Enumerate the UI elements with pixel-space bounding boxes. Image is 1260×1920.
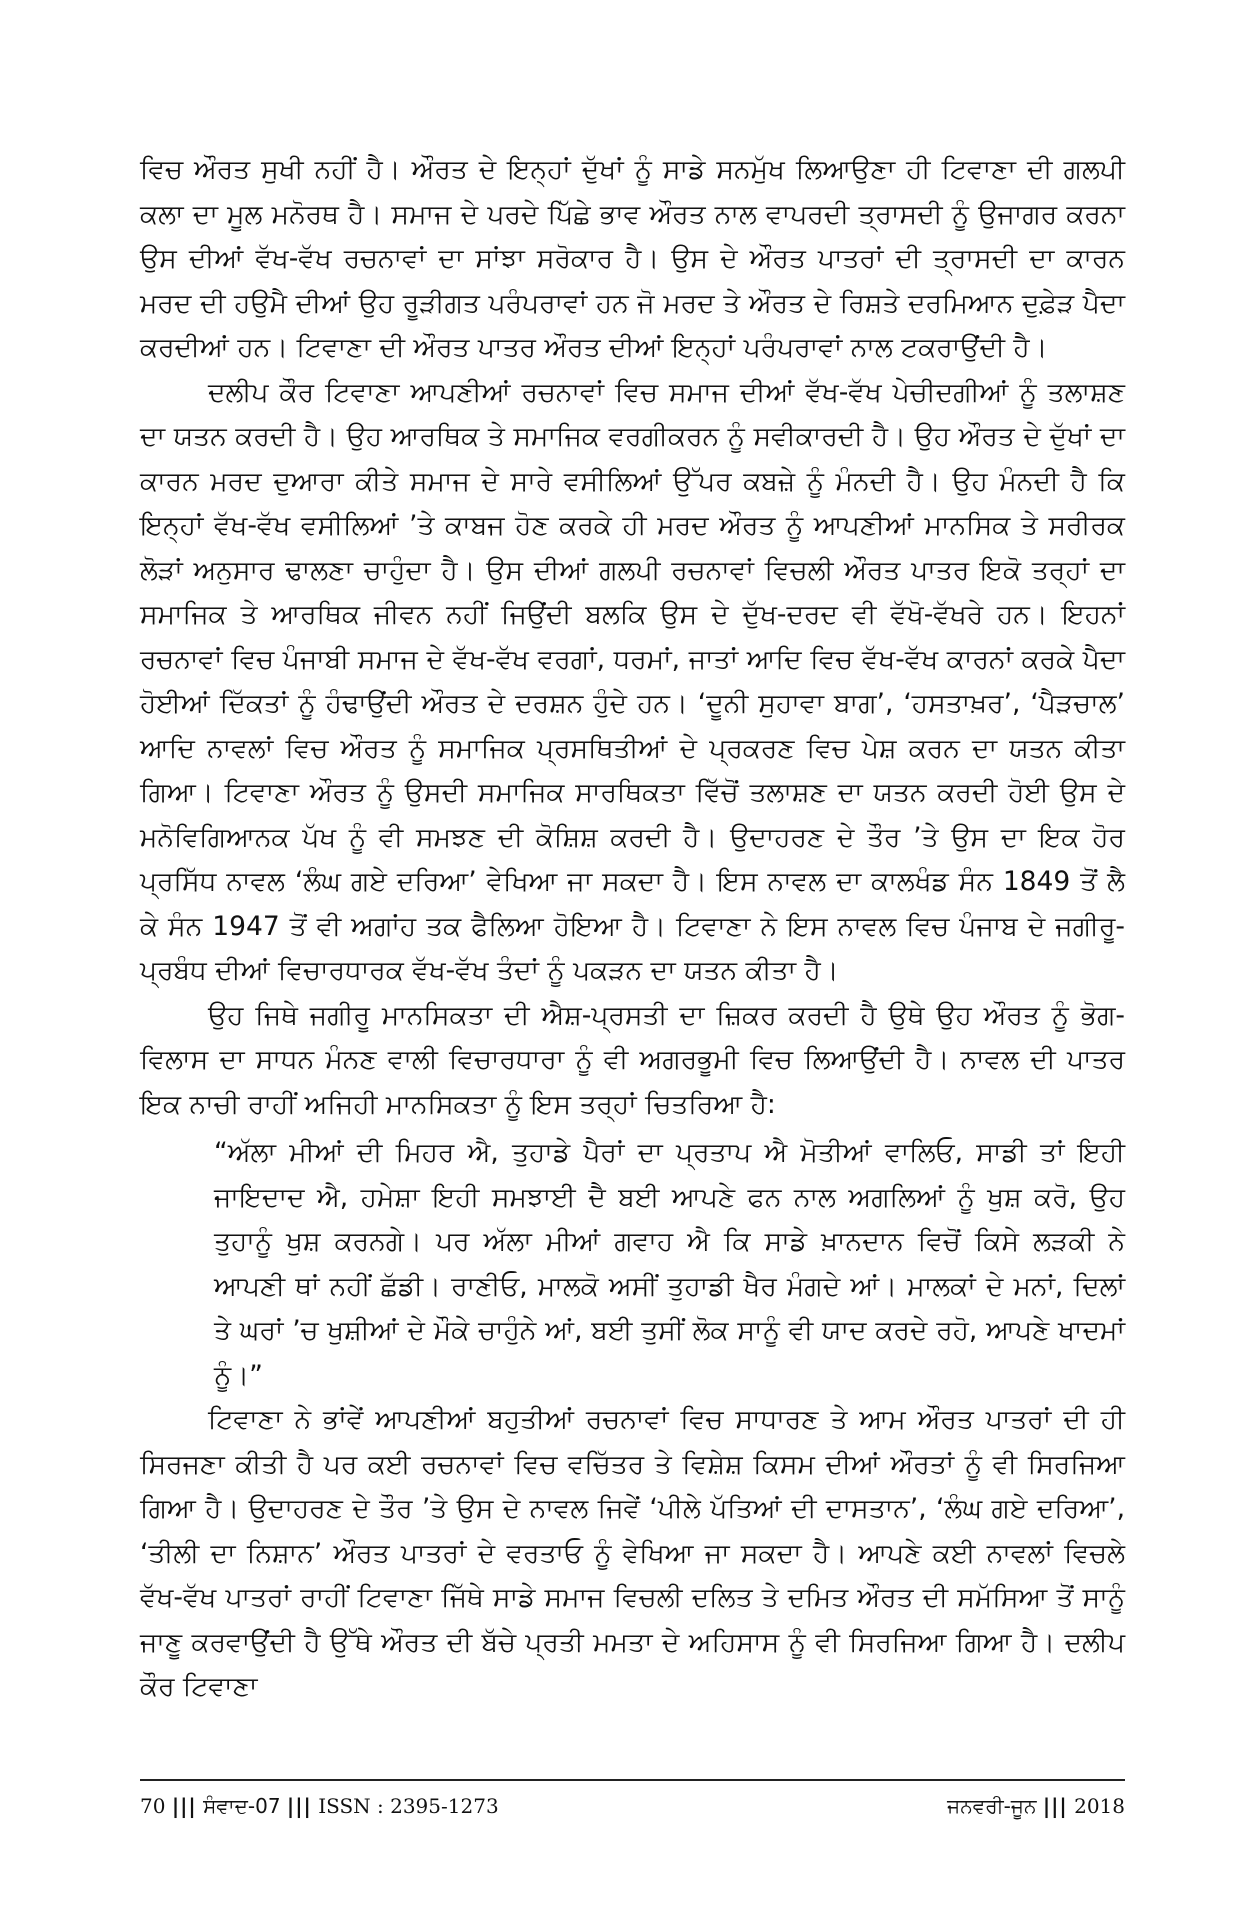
footer-separator: ||| [171,1794,197,1818]
footer-separator: ||| [1042,1794,1068,1818]
footer-left [140,1790,499,1822]
page-footer [140,1790,1125,1822]
footer-separator: ||| [286,1794,312,1818]
article-body [140,148,1125,1710]
page-number: 70 [140,1794,166,1818]
paragraph-2: ਦਲੀਪ ਕੌਰ ਟਿਵਾਣਾ ਆਪਣੀਆਂ ਰਚਨਾਵਾਂ ਵਿਚ ਸਮਾਜ ਦੀਆਂ ਵੱਖ-ਵੱਖ ਪੇਚੀਦਗੀਆਂ ਨੂੰ ਤਲਾਸ਼ਣ ਦਾ ਯਤਨ ਕਰਦੀ ਹੈ। ਉਹ ਆਰਥਿਕ ਤੇ ਸਮਾਜਿਕ ਵਰਗੀਕਰਨ ਨੂੰ ਸਵੀਕਾਰਦੀ ਹੈ। ਉਹ ਔਰਤ ਦੇ ਦੁੱਖਾਂ ਦਾ ਕਾਰਨ ਮਰਦ ਦੁਆਰਾ ਕੀਤੇ ਸਮਾਜ ਦੇ ਸਾਰੇ ਵਸੀਲਿਆਂ ਉੱਪਰ ਕਬਜ਼ੇ ਨੂੰ ਮੰਨਦੀ ਹੈ। ਉਹ ਮੰਨਦੀ ਹੈ ਕਿ ਇਨ੍ਹਾਂ ਵੱਖ-ਵੱਖ ਵਸੀਲਿਆਂ ’ਤੇ ਕਾਬਜ ਹੋਣ ਕਰਕੇ ਹੀ ਮਰਦ ਔਰਤ ਨੂੰ ਆਪਣੀਆਂ ਮਾਨਸਿਕ ਤੇ ਸਰੀਰਕ ਲੋੜਾਂ ਅਨੁਸਾਰ ਢਾਲਣਾ ਚਾਹੁੰਦਾ ਹੈ। ਉਸ ਦੀਆਂ ਗਲਪੀ ਰਚਨਾਵਾਂ ਵਿਚਲੀ ਔਰਤ ਪਾਤਰ ਇਕੋ ਤਰ੍ਹਾਂ ਦਾ ਸਮਾਜਿਕ ਤੇ ਆਰਥਿਕ ਜੀਵਨ ਨਹੀਂ ਜਿਉਂਦੀ ਬਲਕਿ ਉਸ ਦੇ ਦੁੱਖ-ਦਰਦ ਵੀ ਵੱਖੋ-ਵੱਖਰੇ ਹਨ। ਇਹਨਾਂ ਰਚਨਾਵਾਂ ਵਿਚ ਪੰਜਾਬੀ ਸਮਾਜ ਦੇ ਵੱਖ-ਵੱਖ ਵਰਗਾਂ, ਧਰਮਾਂ, ਜਾਤਾਂ ਆਦਿ ਵਿਚ ਵੱਖ-ਵੱਖ ਕਾਰਨਾਂ ਕਰਕੇ ਪੈਦਾ ਹੋਈਆਂ ਦਿੱਕਤਾਂ ਨੂੰ ਹੰਢਾਉਂਦੀ ਔਰਤ ਦੇ ਦਰਸ਼ਨ ਹੁੰਦੇ ਹਨ। ‘ਦੂਨੀ ਸੁਹਾਵਾ ਬਾਗ’, ‘ਹਸਤਾਖ਼ਰ’, ‘ਪੈੜਚਾਲ’ ਆਦਿ ਨਾਵਲਾਂ ਵਿਚ ਔਰਤ ਨੂੰ ਸਮਾਜਿਕ ਪ੍ਰਸਥਿਤੀਆਂ ਦੇ ਪ੍ਰਕਰਣ ਵਿਚ ਪੇਸ਼ ਕਰਨ ਦਾ ਯਤਨ ਕੀਤਾ ਗਿਆ। ਟਿਵਾਣਾ ਔਰਤ ਨੂੰ ਉਸਦੀ ਸਮਾਜਿਕ ਸਾਰਥਿਕਤਾ ਵਿੱਚੋਂ ਤਲਾਸ਼ਣ ਦਾ ਯਤਨ ਕਰਦੀ ਹੋਈ ਉਸ ਦੇ ਮਨੋਵਿਗਿਆਨਕ ਪੱਖ ਨੂੰ ਵੀ ਸਮਝਣ ਦੀ ਕੋਸ਼ਿਸ਼ ਕਰਦੀ ਹੈ। ਉਦਾਹਰਣ ਦੇ ਤੌਰ ’ਤੇ ਉਸ ਦਾ ਇਕ ਹੋਰ ਪ੍ਰਸਿੱਧ ਨਾਵਲ ‘ਲੰਘ ਗਏ ਦਰਿਆ’ ਵੇਖਿਆ ਜਾ ਸਕਦਾ ਹੈ। ਇਸ ਨਾਵਲ ਦਾ ਕਾਲਖੰਡ ਸੰਨ 1849 ਤੋਂ ਲੈ ਕੇ ਸੰਨ 1947 ਤੋਂ ਵੀ ਅਗਾਂਹ ਤਕ ਫੈਲਿਆ ਹੋਇਆ ਹੈ। ਟਿਵਾਣਾ ਨੇ ਇਸ ਨਾਵਲ ਵਿਚ ਪੰਜਾਬ ਦੇ ਜਗੀਰੂ-ਪ੍ਰਬੰਧ ਦੀਆਂ ਵਿਚਾਰਧਾਰਕ ਵੱਖ-ਵੱਖ ਤੰਦਾਂ ਨੂੰ ਪਕੜਨ ਦਾ ਯਤਨ ਕੀਤਾ ਹੈ। [140,376,1125,986]
paragraph-3: ਉਹ ਜਿਥੇ ਜਗੀਰੂ ਮਾਨਸਿਕਤਾ ਦੀ ਐਸ਼-ਪ੍ਰਸਤੀ ਦਾ ਜ਼ਿਕਰ ਕਰਦੀ ਹੈ ਉਥੇ ਉਹ ਔਰਤ ਨੂੰ ਭੋਗ-ਵਿਲਾਸ ਦਾ ਸਾਧਨ ਮੰਨਣ ਵਾਲੀ ਵਿਚਾਰਧਾਰਾ ਨੂੰ ਵੀ ਅਗਰਭੂਮੀ ਵਿਚ ਲਿਆਉਂਦੀ ਹੈ। ਨਾਵਲ ਦੀ ਪਾਤਰ ਇਕ ਨਾਚੀ ਰਾਹੀਂ ਅਜਿਹੀ ਮਾਨਸਿਕਤਾ ਨੂੰ ਇਸ ਤਰ੍ਹਾਂ ਚਿਤਰਿਆ ਹੈ: [140,999,1125,1120]
block-quote: “ਅੱਲਾ ਮੀਆਂ ਦੀ ਮਿਹਰ ਐ, ਤੁਹਾਡੇ ਪੈਰਾਂ ਦਾ ਪ੍ਰਤਾਪ ਐ ਮੋਤੀਆਂ ਵਾਲਿਓ, ਸਾਡੀ ਤਾਂ ਇਹੀ ਜਾਇਦਾਦ ਐ, ਹਮੇਸ਼ਾ ਇਹੀ ਸਮਝਾਈ ਦੈ ਬਈ ਆਪਣੇ ਫਨ ਨਾਲ ਅਗਲਿਆਂ ਨੂੰ ਖੁਸ਼ ਕਰੋ, ਉਹ ਤੁਹਾਨੂੰ ਖੁਸ਼ ਕਰਨਗੇ। ਪਰ ਅੱਲਾ ਮੀਆਂ ਗਵਾਹ ਐ ਕਿ ਸਾਡੇ ਖ਼ਾਨਦਾਨ ਵਿਚੋਂ ਕਿਸੇ ਲੜਕੀ ਨੇ ਆਪਣੀ ਥਾਂ ਨਹੀਂ ਛੱਡੀ। ਰਾਣੀਓ, ਮਾਲਕੋ ਅਸੀਂ ਤੁਹਾਡੀ ਖੈਰ ਮੰਗਦੇ ਆਂ। ਮਾਲਕਾਂ ਦੇ ਮਨਾਂ, ਦਿਲਾਂ ਤੇ ਘਰਾਂ ’ਚ ਖੁਸ਼ੀਆਂ ਦੇ ਮੌਕੇ ਚਾਹੁੰਨੇ ਆਂ, ਬਈ ਤੁਸੀਂ ਲੋਕ ਸਾਨੂੰ ਵੀ ਯਾਦ ਕਰਦੇ ਰਹੋ, ਆਪਣੇ ਖਾਦਮਾਂ ਨੂੰ।” [214,1137,1125,1391]
footer-right [947,1790,1125,1822]
footer-divider [140,1779,1125,1781]
paragraph-4: ਟਿਵਾਣਾ ਨੇ ਭਾਂਵੇਂ ਆਪਣੀਆਂ ਬਹੁਤੀਆਂ ਰਚਨਾਵਾਂ ਵਿਚ ਸਾਧਾਰਣ ਤੇ ਆਮ ਔਰਤ ਪਾਤਰਾਂ ਦੀ ਹੀ ਸਿਰਜਣਾ ਕੀਤੀ ਹੈ ਪਰ ਕਈ ਰਚਨਾਵਾਂ ਵਿਚ ਵਚਿੱਤਰ ਤੇ ਵਿਸ਼ੇਸ਼ ਕਿਸਮ ਦੀਆਂ ਔਰਤਾਂ ਨੂੰ ਵੀ ਸਿਰਜਿਆ ਗਿਆ ਹੈ। ਉਦਾਹਰਣ ਦੇ ਤੌਰ ’ਤੇ ਉਸ ਦੇ ਨਾਵਲ ਜਿਵੇਂ ‘ਪੀਲੇ ਪੱਤਿਆਂ ਦੀ ਦਾਸਤਾਨ’, ‘ਲੰਘ ਗਏ ਦਰਿਆ’, ‘ਤੀਲੀ ਦਾ ਨਿਸ਼ਾਨ’ ਔਰਤ ਪਾਤਰਾਂ ਦੇ ਵਰਤਾਓ ਨੂੰ ਵੇਖਿਆ ਜਾ ਸਕਦਾ ਹੈ। ਆਪਣੇ ਕਈ ਨਾਵਲਾਂ ਵਿਚਲੇ ਵੱਖ-ਵੱਖ ਪਾਤਰਾਂ ਰਾਹੀਂ ਟਿਵਾਣਾ ਜਿੱਥੇ ਸਾਡੇ ਸਮਾਜ ਵਿਚਲੀ ਦਲਿਤ ਤੇ ਦਮਿਤ ਔਰਤ ਦੀ ਸਮੱਸਿਆ ਤੋਂ ਸਾਨੂੰ ਜਾਣੂ ਕਰਵਾਉਂਦੀ ਹੈ ਉੱਥੇ ਔਰਤ ਦੀ ਬੱਚੇ ਪ੍ਰਤੀ ਮਮਤਾ ਦੇ ਅਹਿਸਾਸ ਨੂੰ ਵੀ ਸਿਰਜਿਆ ਗਿਆ ਹੈ। ਦਲੀਪ ਕੌਰ ਟਿਵਾਣਾ [140,1404,1125,1702]
issue-period: ਜਨਵਰੀ-ਜੂਨ [947,1794,1037,1818]
paragraph-1: ਵਿਚ ਔਰਤ ਸੁਖੀ ਨਹੀਂ ਹੈ। ਔਰਤ ਦੇ ਇਨ੍ਹਾਂ ਦੁੱਖਾਂ ਨੂੰ ਸਾਡੇ ਸਨਮੁੱਖ ਲਿਆਉਣਾ ਹੀ ਟਿਵਾਣਾ ਦੀ ਗਲਪੀ ਕਲਾ ਦਾ ਮੂਲ ਮਨੋਰਥ ਹੈ। ਸਮਾਜ ਦੇ ਪਰਦੇ ਪਿੱਛੇ ਭਾਵ ਔਰਤ ਨਾਲ ਵਾਪਰਦੀ ਤ੍ਰਾਸਦੀ ਨੂੰ ਉਜਾਗਰ ਕਰਨਾ ਉਸ ਦੀਆਂ ਵੱਖ-ਵੱਖ ਰਚਨਾਵਾਂ ਦਾ ਸਾਂਝਾ ਸਰੋਕਾਰ ਹੈ। ਉਸ ਦੇ ਔਰਤ ਪਾਤਰਾਂ ਦੀ ਤ੍ਰਾਸਦੀ ਦਾ ਕਾਰਨ ਮਰਦ ਦੀ ਹਉਮੈ ਦੀਆਂ ਉਹ ਰੂੜੀਗਤ ਪਰੰਪਰਾਵਾਂ ਹਨ ਜੋ ਮਰਦ ਤੇ ਔਰਤ ਦੇ ਰਿਸ਼ਤੇ ਦਰਮਿਆਨ ਦੁਫ਼ੇੜ ਪੈਦਾ ਕਰਦੀਆਂ ਹਨ। ਟਿਵਾਣਾ ਦੀ ਔਰਤ ਪਾਤਰ ਔਰਤ ਦੀਆਂ ਇਨ੍ਹਾਂ ਪਰੰਪਰਾਵਾਂ ਨਾਲ ਟਕਰਾਉਂਦੀ ਹੈ। [140,154,1125,363]
issn: ISSN : 2395-1273 [318,1794,499,1818]
journal-name: ਸੰਵਾਦ-07 [203,1794,281,1818]
issue-year: 2018 [1074,1794,1125,1818]
